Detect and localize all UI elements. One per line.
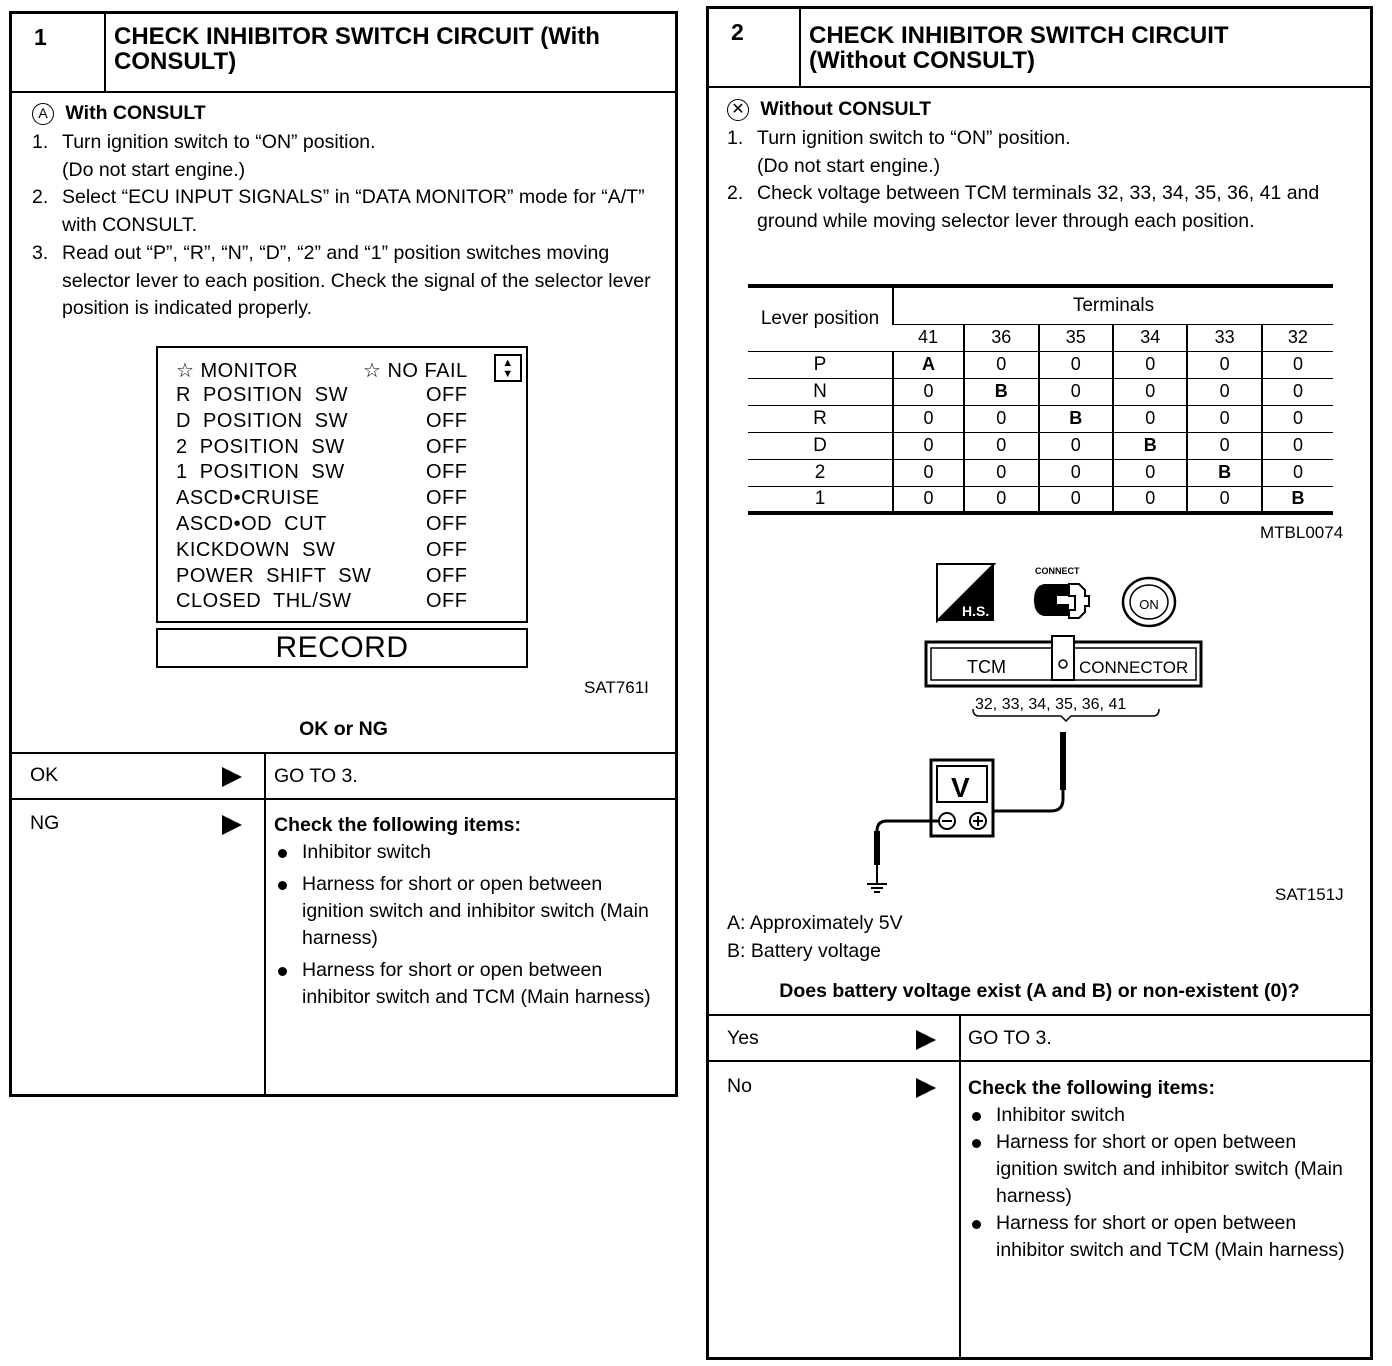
check-item: Inhibitor switch: [968, 1102, 1363, 1129]
voltage-cell: 0: [1039, 486, 1113, 513]
step-1-panel: [9, 11, 678, 1097]
lever-position: R: [748, 405, 893, 432]
yes-result-link[interactable]: GO TO 3.: [968, 1027, 1052, 1049]
monitor-item-value: OFF: [426, 590, 468, 613]
voltage-cell: B: [1262, 486, 1333, 513]
step-text: Read out “P”, “R”, “N”, “D”, “2” and “1” position switches moving selector lever to each position. Check the signal of the selector lever position is indicated properly.: [62, 242, 651, 319]
ground-icon: [867, 884, 887, 892]
hs-label: H.S.: [962, 603, 990, 619]
monitor-item-value: OFF: [426, 435, 468, 458]
monitor-item-value: OFF: [426, 461, 468, 484]
lever-position: 1: [748, 486, 893, 513]
voltage-cell: 0: [964, 351, 1038, 378]
step-num: 2.: [32, 186, 49, 208]
question: OK or NG: [299, 718, 388, 740]
voltage-cell: B: [964, 378, 1038, 405]
lever-position: P: [748, 351, 893, 378]
step-num: 1.: [727, 127, 744, 149]
step-text: Turn ignition switch to “ON” position.: [62, 131, 376, 153]
check-item: Inhibitor switch: [274, 839, 664, 866]
mode-label: With CONSULT: [65, 102, 206, 124]
table-row: [748, 405, 1333, 432]
arrow-icon: [916, 1078, 936, 1098]
consult-monitor-screen: [156, 346, 528, 623]
terminal-column-header: 36: [964, 324, 1038, 351]
monitor-item-value: OFF: [426, 564, 468, 587]
step-num: 1.: [32, 131, 49, 153]
ignition-on-icon: [1123, 578, 1175, 626]
voltage-cell: 0: [1039, 432, 1113, 459]
voltage-cell: A: [893, 351, 964, 378]
step-item: [32, 240, 657, 323]
monitor-item-value: OFF: [426, 513, 468, 535]
lever-position: D: [748, 432, 893, 459]
monitor-item-name: POWER SHIFT SW: [176, 564, 372, 587]
monitor-status: ☆ NO FAIL: [363, 360, 468, 382]
group-header: Terminals: [893, 286, 1333, 324]
record-button[interactable]: [156, 628, 528, 668]
table-code: MTBL0074: [1260, 523, 1344, 542]
voltage-cell: 0: [1262, 351, 1333, 378]
legend: [727, 909, 903, 965]
step-item: [32, 129, 672, 184]
ng-heading: Check the following items:: [274, 814, 522, 836]
voltage-cell: 0: [1113, 459, 1187, 486]
mode-row: [727, 98, 931, 121]
no-label: No: [727, 1075, 752, 1097]
monitor-item-value: OFF: [426, 538, 468, 561]
voltage-cell: 0: [1113, 351, 1187, 378]
monitor-item-name: CLOSED THL/SW: [176, 590, 352, 613]
monitor-item-name: 1 POSITION SW: [176, 461, 345, 484]
table-row: [748, 486, 1333, 513]
voltage-cell: 0: [1262, 432, 1333, 459]
step-text: Select “ECU INPUT SIGNALS” in “DATA MONITOR” mode for “A/T” with CONSULT.: [62, 186, 645, 236]
step-title: CHECK INHIBITOR SWITCH CIRCUIT (Without CONSULT): [809, 22, 1229, 74]
record-label: RECORD: [275, 631, 409, 664]
ng-label: NG: [30, 812, 60, 834]
step-2-panel: [706, 6, 1373, 1360]
voltage-cell: B: [1039, 405, 1113, 432]
no-heading: Check the following items:: [968, 1077, 1216, 1099]
tcm-label: TCM: [967, 657, 1006, 677]
monitor-item-name: ASCD•OD CUT: [176, 513, 327, 535]
no-consult-icon: ✕: [727, 99, 749, 121]
voltage-cell: 0: [1187, 432, 1261, 459]
table-row: [748, 432, 1333, 459]
voltage-cell: 0: [1187, 378, 1261, 405]
monitor-item-name: ASCD•CRUISE: [176, 487, 320, 510]
voltage-cell: 0: [1039, 378, 1113, 405]
ok-result-link[interactable]: GO TO 3.: [274, 765, 358, 787]
legend-item: B: Battery voltage: [727, 940, 881, 962]
mode-row: [32, 102, 206, 125]
tcm-connector: [926, 636, 1201, 686]
step-subtext: (Do not start engine.): [757, 154, 941, 177]
question: Does battery voltage exist (A and B) or non-existent (0)?: [779, 980, 1300, 1002]
step-num: 2.: [727, 182, 744, 204]
harness-icon: [937, 564, 994, 621]
terminal-column-header: 32: [1262, 324, 1333, 351]
yes-label: Yes: [727, 1027, 759, 1049]
voltage-cell: 0: [893, 405, 964, 432]
step-text: Turn ignition switch to “ON” position.: [757, 127, 1071, 149]
step-number: 1: [12, 14, 106, 91]
connection-diagram: [849, 554, 1209, 904]
arrow-icon: [222, 815, 242, 835]
voltage-cell: 0: [1113, 378, 1187, 405]
voltage-cell: 0: [964, 459, 1038, 486]
step-num: 3.: [32, 242, 49, 264]
table-row: [748, 459, 1333, 486]
voltage-cell: 0: [964, 486, 1038, 513]
step-number: 2: [709, 9, 801, 86]
step-subtext: (Do not start engine.): [62, 158, 246, 181]
monitor-header: ☆ MONITOR: [176, 360, 299, 382]
mode-label: Without CONSULT: [760, 98, 932, 120]
lever-position: N: [748, 378, 893, 405]
voltage-cell: 0: [893, 432, 964, 459]
row-header: Lever position: [760, 308, 880, 330]
monitor-item-name: KICKDOWN SW: [176, 538, 336, 561]
connect-label: CONNECT: [1035, 566, 1080, 576]
voltage-cell: B: [1187, 459, 1261, 486]
check-item: Harness for short or open between inhibitor switch and TCM (Main harness): [968, 1210, 1363, 1264]
check-item: Harness for short or open between ignition switch and inhibitor switch (Main harness): [274, 871, 664, 952]
voltage-cell: 0: [893, 486, 964, 513]
check-item: Harness for short or open between ignition switch and inhibitor switch (Main harness): [968, 1129, 1363, 1210]
consult-icon: A: [32, 103, 54, 125]
terminal-column-header: 35: [1039, 324, 1113, 351]
monitor-item-name: 2 POSITION SW: [176, 435, 345, 458]
voltage-cell: 0: [893, 378, 964, 405]
voltage-cell: 0: [1262, 459, 1333, 486]
monitor-item-name: D POSITION SW: [176, 409, 348, 432]
monitor-item-value: OFF: [426, 487, 468, 510]
scroll-updown-icon[interactable]: ▲ ▼: [494, 354, 522, 382]
check-item: Harness for short or open between inhibitor switch and TCM (Main harness): [274, 957, 664, 1011]
voltage-cell: 0: [1262, 378, 1333, 405]
table-row: [748, 351, 1333, 378]
figure-code: SAT761I: [584, 678, 649, 697]
monitor-item-name: R POSITION SW: [176, 384, 348, 406]
lever-position: 2: [748, 459, 893, 486]
voltage-cell: 0: [1113, 405, 1187, 432]
voltage-cell: 0: [964, 432, 1038, 459]
legend-item: A: Approximately 5V: [727, 912, 903, 934]
step-item: [727, 125, 1367, 180]
meter-label: V: [951, 772, 970, 803]
voltage-cell: 0: [1262, 405, 1333, 432]
step-header: [12, 14, 675, 93]
arrow-icon: [222, 767, 242, 787]
voltmeter-icon: [931, 760, 993, 836]
terminals-label: 32, 33, 34, 35, 36, 41: [975, 696, 1127, 713]
voltage-cell: 0: [964, 405, 1038, 432]
on-label: ON: [1139, 597, 1159, 612]
voltage-cell: 0: [1039, 459, 1113, 486]
step-title: CHECK INHIBITOR SWITCH CIRCUIT (With CONSULT): [114, 23, 600, 75]
monitor-item-value: OFF: [426, 409, 468, 432]
voltage-cell: 0: [1187, 351, 1261, 378]
voltage-cell: 0: [1039, 351, 1113, 378]
connector-icon: [1034, 566, 1089, 618]
voltage-cell: 0: [1187, 486, 1261, 513]
voltage-cell: B: [1113, 432, 1187, 459]
figure-code: SAT151J: [1275, 885, 1344, 904]
terminal-voltage-table: [748, 284, 1333, 515]
terminal-column-header: 33: [1187, 324, 1261, 351]
voltage-cell: 0: [1187, 405, 1261, 432]
terminal-column-header: 34: [1113, 324, 1187, 351]
ng-result: [274, 812, 664, 1011]
monitor-item-value: OFF: [426, 384, 468, 406]
step-header: [709, 9, 1370, 88]
terminal-column-header: 41: [893, 324, 964, 351]
step-item: [727, 180, 1342, 235]
no-result: [968, 1075, 1363, 1264]
table-row: [748, 378, 1333, 405]
step-item: [32, 184, 657, 239]
voltage-cell: 0: [1113, 486, 1187, 513]
arrow-icon: [916, 1030, 936, 1050]
voltage-cell: 0: [893, 459, 964, 486]
connector-label: CONNECTOR: [1079, 658, 1189, 677]
step-text: Check voltage between TCM terminals 32, 33, 34, 35, 36, 41 and ground while moving selector lever through each position.: [757, 182, 1320, 232]
ok-label: OK: [30, 764, 59, 786]
